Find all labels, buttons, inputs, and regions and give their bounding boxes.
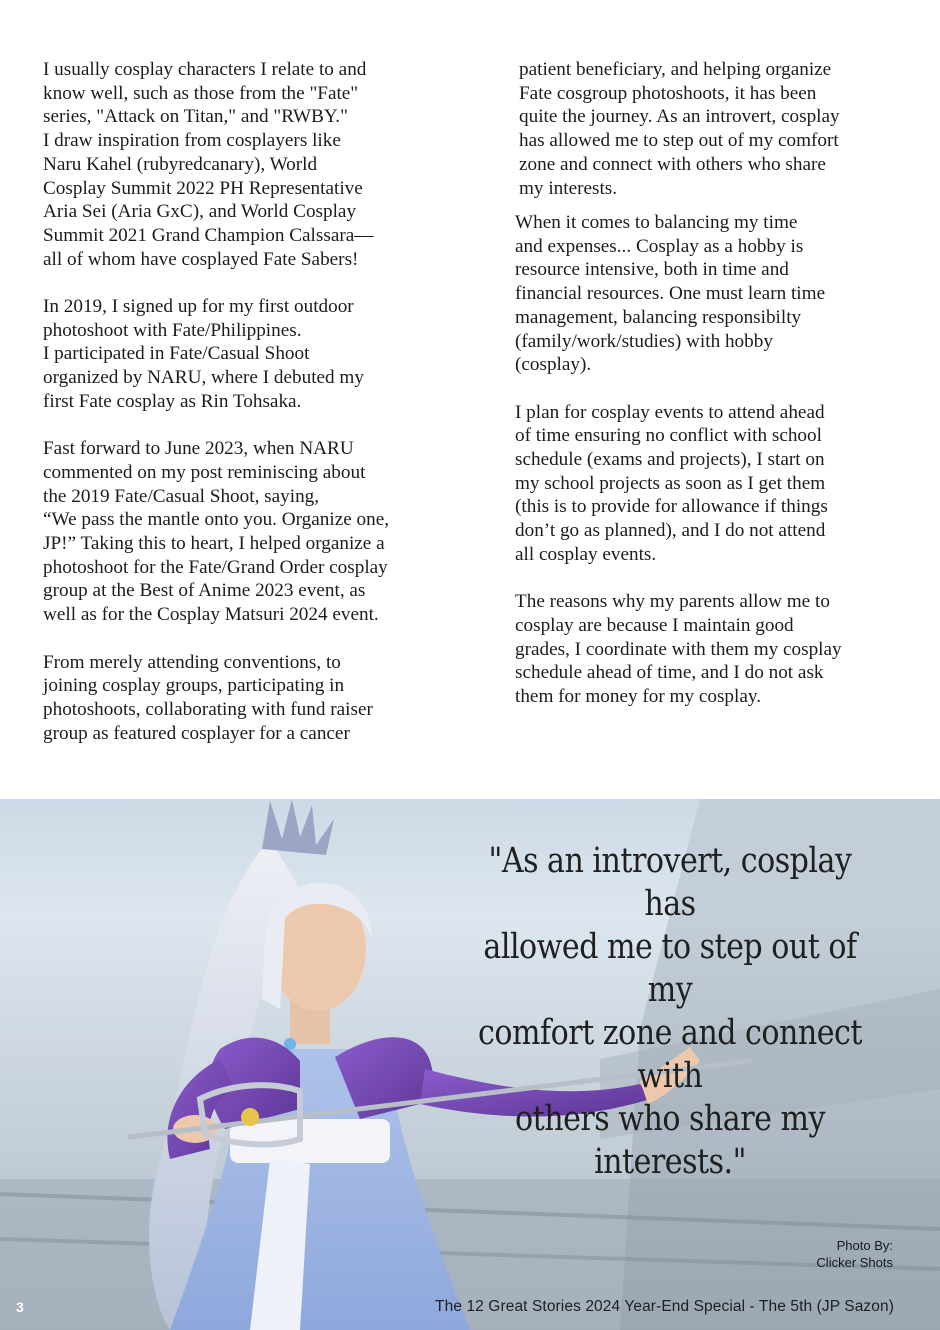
waist-sash [230,1119,390,1163]
left-column [43,58,463,745]
page-number: 3 [16,1299,24,1315]
photo-credit-name: Clicker Shots [816,1255,893,1270]
right-column-continuation [519,58,919,200]
left-paragraph-4: From merely attending conventions, to joining cosplay groups, participating in photoshoots, collaborating with fund raiser group as featured cosplayer for a cancer [43,651,373,744]
right-paragraph-1: When it comes to balancing my time and expenses... Cosplay as a hobby is resource intensive, both in time and financial resources. One must learn time management, balancing responsibilty (family/work/studies) with hobby (cosplay). [515,212,826,376]
rapier-chamber [241,1108,259,1126]
right-column [515,211,920,709]
photo-credit-label: Photo By: [836,1238,893,1253]
tiara [262,799,334,855]
pull-quote-text: "As an introvert, cosplay has allowed me to step out of my comfort zone and connect with others who share my interests." [478,841,862,1182]
right-paragraph-2: I plan for cosplay events to attend ahead of time ensuring no conflict with school schedule (exams and projects), I start on my school projects as soon as I get them (this is to provide for allowance if things don’t go as planned), and I do not attend all cosplay events. [515,401,828,565]
pull-quote [472,840,868,1184]
left-paragraph-1: I usually cosplay characters I relate to and know well, such as those from the "Fate" series, "Attack on Titan," and "RWBY." I draw inspiration from cosplayers like Naru Kahel (rubyredcanary), World Cosplay Summit 2022 PH Representative Aria Sei (Aria GxC), and World Cosplay Summit 2021 Grand Champion Calssara— all of whom have cosplayed Fate Sabers! [43,59,374,270]
right-paragraph-3: The reasons why my parents allow me to cosplay are because I maintain good grades, I coordinate with them my cosplay schedule ahead of time, and I do not ask them for money for my cosplay. [515,591,842,708]
right-continuation-paragraph: patient beneficiary, and helping organize Fate cosgroup photoshoots, it has been quite the journey. As an introvert, cosplay has allowed me to step out of my comfort zone and connect with others who share my interests. [519,59,840,199]
photo-credit [816,1237,893,1271]
footer-publication: The 12 Great Stories 2024 Year-End Special - The 5th (JP Sazon) [435,1298,894,1315]
left-paragraph-3: Fast forward to June 2023, when NARU commented on my post reminiscing about the 2019 Fate/Casual Shoot, saying, “We pass the mantle onto you. Organize one, JP!” Taking this to heart, I helped organize a photoshoot for the Fate/Grand Order cosplay group at the Best of Anime 2023 event, as well as for the Cosplay Matsuri 2024 event. [43,438,390,626]
left-paragraph-2: In 2019, I signed up for my first outdoor photoshoot with Fate/Philippines. I participated in Fate/Casual Shoot organized by NARU, where I debuted my first Fate cosplay as Rin Tohsaka. [43,296,364,412]
